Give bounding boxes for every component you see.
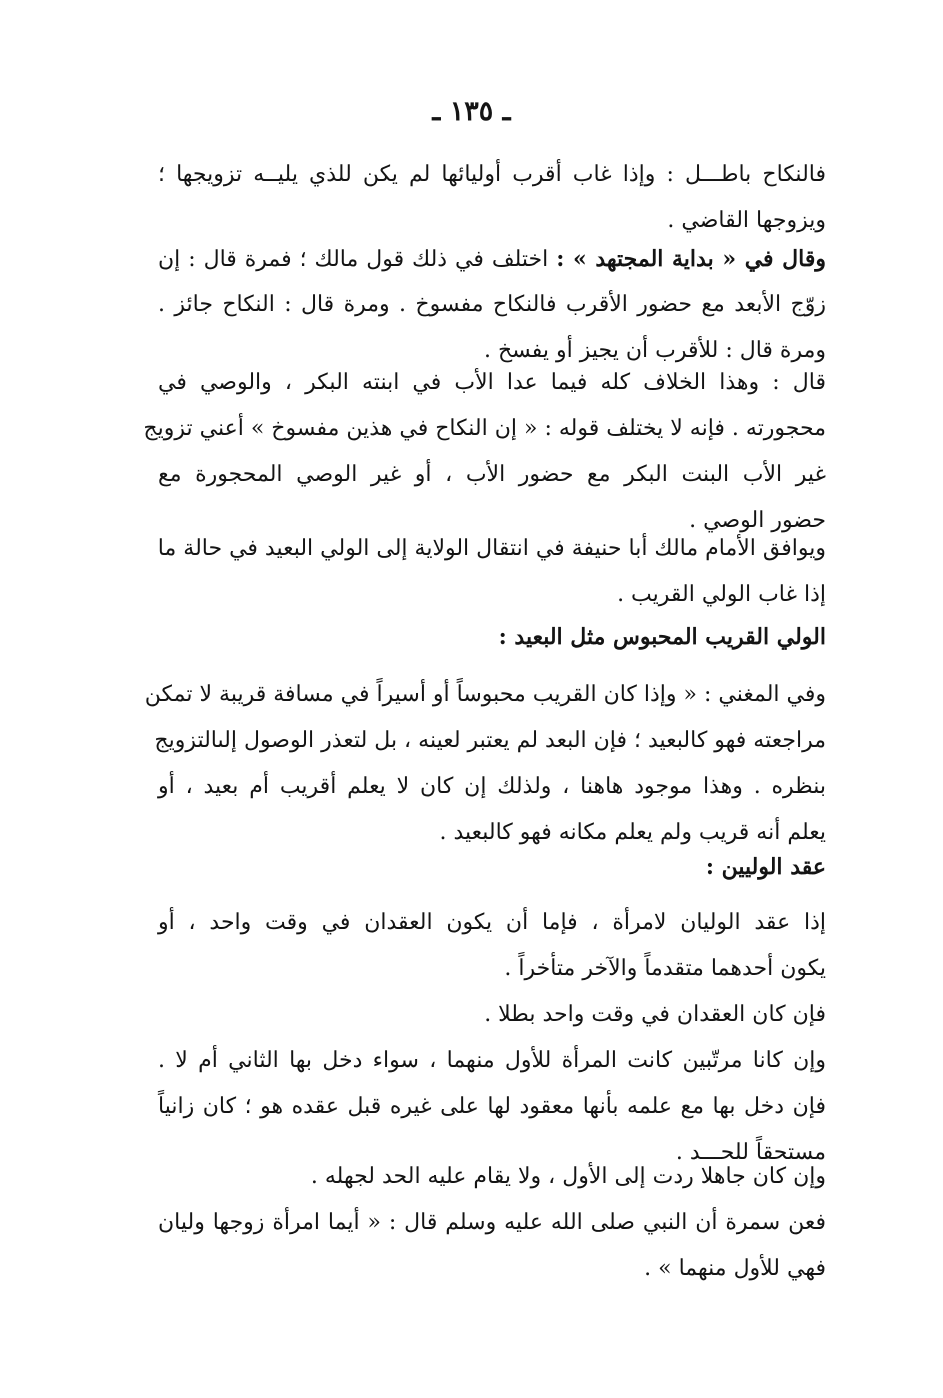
text-line: بنظره . وهذا موجود هاهنا ، ولذلك إن كان لا يعلم أقريب أم بعيد ، أو — [158, 774, 826, 799]
text-line: فإن دخل بها مع علمه بأنها معقود لها على غيره قبل عقده هو ؛ كان زانياً — [158, 1094, 826, 1119]
text-line: مراجعته فهو كالبعيد ؛ فإن البعد لم يعتبر لعينه ، بل لتعذر الوصول إلىالتزويج — [154, 728, 826, 753]
text-line: وفي المغني : « وإذا كان القريب محبوساً أو أسيراً في مسافة قريبة لا تمكن — [144, 682, 826, 707]
text-line: محجورته . فإنه لا يختلف قوله : « إن النكاح في هذين مفسوخ » أعني تزويج — [143, 416, 826, 441]
text-line: فإن كان العقدان في وقت واحد بطلا . — [484, 1002, 826, 1027]
text-line: وإن كانا مرتّبين كانت المرأة للأول منهما ، سواء دخل بها الثاني أم لا . — [158, 1048, 826, 1073]
paragraph — [158, 236, 826, 374]
text-line: فالنكاح باطـــل : وإذا غاب أقرب أوليائها لم يكن للذي يليــه تزويجها ؛ — [158, 162, 826, 187]
text-line-continuation: اختلف في ذلك قول مالك ؛ فمرة قال : إن — [158, 247, 557, 272]
paragraph — [143, 360, 826, 544]
text-line: ويزوجها القاضي . — [667, 208, 826, 233]
source-citation: وقال في « بداية المجتهد » : — [556, 246, 826, 272]
text-line: قال : وهذا الخلاف كله فيما عدا الأب في ابنته البكر ، والوصي في — [158, 370, 826, 395]
text-line: يعلم أنه قريب ولم يعلم مكانه فهو كالبعيد . — [439, 820, 826, 845]
text-line — [158, 236, 826, 282]
text-line: غير الأب البنت البكر مع حضور الأب ، أو غير الوصي المحجورة مع — [158, 462, 826, 487]
text-line: إذا عقد الوليان لامرأة ، فإما أن يكون العقدان في وقت واحد ، أو — [158, 910, 826, 935]
paragraph — [158, 152, 826, 244]
paragraph — [158, 900, 826, 1176]
paragraph — [158, 526, 826, 618]
text-line: ويوافق الأمام مالك أبا حنيفة في انتقال الولاية إلى الولي البعيد في حالة ما — [157, 536, 826, 561]
text-line: مستحقاً للحـــد . — [675, 1140, 826, 1165]
text-line: ومرة قال : للأقرب أن يجيز أو يفسخ . — [483, 338, 826, 363]
section-heading: عقد الوليين : — [705, 854, 826, 880]
text-line: حضور الوصي . — [689, 508, 826, 533]
text-line: فهي للأول منهما » . — [644, 1256, 826, 1281]
text-line: يكون أحدهما متقدماً والآخر متأخراً . — [504, 956, 826, 981]
paragraph — [158, 1154, 826, 1292]
text-line: زوّج الأبعد مع حضور الأقرب فالنكاح مفسوخ . ومرة قال : النكاح جائز . — [158, 292, 826, 317]
text-line: فعن سمرة أن النبي صلى الله عليه وسلم قال : « أيما امرأة زوجها وليان — [158, 1210, 826, 1235]
text-line: وإن كان جاهلا ردت إلى الأول ، ولا يقام عليه الحد لجهله . — [310, 1164, 826, 1189]
page-number: ـ ١٣٥ ـ — [432, 96, 511, 127]
text-line: إذا غاب الولي القريب . — [617, 582, 826, 607]
paragraph — [144, 672, 826, 856]
section-heading: الولي القريب المحبوس مثل البعيد : — [498, 624, 826, 650]
